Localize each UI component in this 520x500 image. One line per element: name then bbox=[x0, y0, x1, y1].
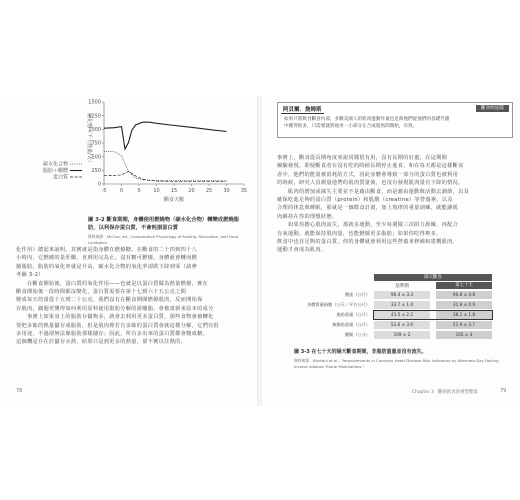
table-cell: 90.8 ± 4.8 bbox=[436, 291, 492, 299]
body-line: 多用途，不過卻無法像脂肪那樣儲存；因此，所有多出來的蛋白質都會變成糖。 bbox=[16, 331, 209, 338]
table-cell: 43.5 ± 2.2 bbox=[374, 311, 430, 319]
page-number-right: 79 bbox=[500, 388, 507, 394]
body-line: 在斷食開始後，蛋白質的氧化作用——也就是以蛋白質做為熱量燃燒，實在 bbox=[16, 280, 209, 287]
y-tick-label: 250 bbox=[91, 167, 101, 174]
table-cell: 33.7 ± 1.0 bbox=[374, 301, 430, 309]
body-line: 的時候，研究人員測量他們的肌肉質量後，也沒有發現肌肉量有下降的情況。 bbox=[277, 180, 464, 187]
x-tick-label: 30 bbox=[223, 188, 230, 194]
legend-label: 蛋白質 bbox=[52, 174, 68, 181]
running-head: Chapter 3 斷絕飲食與重塑健康 bbox=[412, 390, 478, 395]
body-line: 斷食開始後一段時間都沒變化，蛋白質需要在第十七到六十五公克之間 bbox=[16, 289, 187, 296]
y-tick-label: 750 bbox=[91, 140, 101, 147]
figure-caption: 圖 3-2 斷食期間，身體使用燃燒物（碳水化合物）轉變成燃燒脂肪，以利保存蛋白質，不會耗損蛋白質 bbox=[88, 217, 239, 231]
sidebar-tag: 斷食明星隊 bbox=[476, 105, 509, 112]
body-line: 這個機是存在於儲存水熱，結果只是到更多的熱量，卻不實以往熱的。 bbox=[16, 339, 187, 346]
legend-label: 碳水化合物 bbox=[42, 161, 68, 168]
y-tick-label: 500 bbox=[91, 154, 101, 161]
sidebar-line: 中獲得很多，只需要就將他用一小部分在合成脂肪間開始，有效。 bbox=[284, 124, 418, 129]
figure-source: 資料來源：McCue, ed., Comparative Physiology of Fasting, Starvation, and Food Limitation. bbox=[88, 234, 238, 245]
body-line: 化作用）總起來說明，其實就是指身體在燃燒糖。在斷食的二十四到四十八 bbox=[16, 247, 198, 253]
legend-label: 脂肪＋酮體 bbox=[42, 168, 68, 175]
body-line: 要把多餘的熱量儲存成脂肪，但是肌肉裡若有多餘的蛋白質會就這樣分解，它們有很 bbox=[16, 322, 220, 329]
body-line: 肌肉的增加或減失主要並不是藉由斷食，而是藉由運動與活動去調節，以及 bbox=[277, 188, 470, 195]
table-cell: 52.6 ± 3.6 bbox=[374, 321, 430, 329]
series-line bbox=[104, 171, 227, 181]
x-tick-label: 5 bbox=[137, 188, 141, 194]
table-cell: 31.9 ± 0.9 bbox=[436, 301, 492, 309]
x-tick-label: 15 bbox=[170, 188, 178, 194]
chart-svg bbox=[22, 96, 252, 206]
table-col-header: 基準期 bbox=[395, 284, 409, 289]
x-tick-label: 10 bbox=[153, 188, 160, 194]
body-line: 檢驗發現，即使斷食者在沒有吃的時候長期停止進食，和在每天都是這樣斷食 bbox=[277, 163, 464, 170]
x-tick-label: -5 bbox=[101, 188, 107, 194]
series-line bbox=[104, 151, 227, 181]
table-caption: 圖 3-3 在七十天的隔天斷食期間，非脂肪重量並沒有流失。 bbox=[294, 349, 427, 355]
table-cell: 96.4 ± 3.3 bbox=[374, 291, 430, 299]
body-line: 合理的休息與睡眠，那就是一個飲食計畫，加上規律的重量訓練，就能讓肌 bbox=[277, 205, 459, 212]
sidebar-author: 阿貝爾．詹姆斯 bbox=[283, 107, 322, 113]
body-line: 變成每天的量從十五到二十公克，我們沒有在斷食期間燃燒肌肉，反而開始保 bbox=[16, 297, 203, 304]
fasting-table bbox=[294, 274, 494, 342]
table-col-header: 第七十天 bbox=[436, 282, 492, 289]
left-page bbox=[0, 96, 259, 406]
right-page bbox=[262, 96, 520, 406]
table-row-label: 身體質量指數（公斤／平方公尺） bbox=[307, 302, 370, 307]
book-spread bbox=[0, 96, 520, 406]
table-cell: 38.1 ± 1.8 bbox=[436, 311, 492, 319]
table-row-label: 腰圍（公分） bbox=[344, 332, 370, 337]
body-line: 事實上，斷食從長期角度來說同樣很有用，沒有長期的好處，在這期間 bbox=[277, 155, 448, 161]
table-source: 資料來源：Bhutani et al., "Improvements in Coronary Heart Disease Risk Indicators by Alternate-Day Fasting Involve Adipose Tissue Modulations." bbox=[294, 358, 499, 369]
y-tick-label: 1250 bbox=[88, 113, 101, 120]
x-tick-label: 20 bbox=[188, 188, 195, 194]
series-line bbox=[104, 122, 227, 149]
body-line: 有氧運動，就能保持肌肉量，也能燃燒更多脂肪；如果你吃得夠多， bbox=[277, 230, 442, 237]
y-axis-label: 氨化物（千卡熱量/天） bbox=[86, 113, 92, 165]
table-row-label: 脂肪重量（公斤） bbox=[336, 312, 370, 317]
table-cell: 51.9 ± 3.7 bbox=[436, 321, 492, 329]
table-cell: 105 ± 3 bbox=[436, 331, 492, 339]
body-line: 者中，他們的能量被消耗的方式，因此身體會導致一部分的蛋白質也被利用 bbox=[277, 171, 459, 178]
fasting-chart bbox=[22, 96, 252, 206]
y-tick-label: 1000 bbox=[88, 126, 101, 133]
y-tick-label: 1500 bbox=[88, 99, 101, 106]
table-row-label: 無脂肪重量（公斤） bbox=[332, 322, 370, 327]
body-line: 存肌肉，細胞更懂得如何利用原料使用脂肪分解的游離脂，會被當新來原本的成分 bbox=[16, 305, 214, 312]
body-line: 如果你擔心肌肉流失，那就多運動，至少每週做三次阻力訓練，再配合 bbox=[277, 222, 459, 229]
x-axis-label: 斷食天數 bbox=[163, 197, 185, 203]
x-tick-label: 25 bbox=[205, 188, 213, 194]
table-row-label: 體重（公斤） bbox=[344, 292, 370, 297]
x-tick-label: 35 bbox=[240, 188, 248, 194]
right-body-text bbox=[277, 154, 509, 255]
body-line: 燒脂肪，脂肪的氧化率就是升高，碳水化合物的氧化率卻跌下降到零（請參 bbox=[16, 263, 198, 270]
body-line: 考圖 3-2） bbox=[16, 272, 44, 279]
body-line: 飲食中也有足夠的蛋白質，你的身體就會利用這些營養來修補和建構肌肉， bbox=[277, 239, 459, 246]
body-line: 確保吃進足夠的蛋白質（protein）和肌酸（creatine）等營養素，以及 bbox=[277, 197, 453, 204]
sidebar-line: 如果只將飲食斷食內部，多數美國人的肌肉運動作量也足夠他們從他們的基礎代謝 bbox=[284, 117, 450, 122]
x-tick-label: 0 bbox=[119, 188, 124, 194]
table-group-header: 隔天斷食 bbox=[374, 274, 492, 281]
sidebar-text bbox=[284, 116, 504, 130]
fat-mass-highlight bbox=[373, 310, 493, 320]
table-cell: 109 ± 2 bbox=[374, 331, 430, 339]
page-number-left: 78 bbox=[16, 388, 23, 394]
left-body-text bbox=[16, 246, 246, 347]
sidebar-box bbox=[277, 102, 513, 138]
body-line: 運動才會成為肌肉。 bbox=[277, 247, 327, 254]
body-line: 小時內，它燃燒的是肝醣，直到用完為止。沒有糖可燃燒，身體就會轉而燃 bbox=[16, 255, 198, 262]
body-line: 事實上如果身上的脂肪存儲夠多，就會去利用更多蛋白質，那些食物會被轉化 bbox=[16, 314, 214, 321]
y-tick-label: 0 bbox=[97, 181, 101, 188]
body-line: 肉維持在你的理想狀態。 bbox=[277, 213, 338, 220]
